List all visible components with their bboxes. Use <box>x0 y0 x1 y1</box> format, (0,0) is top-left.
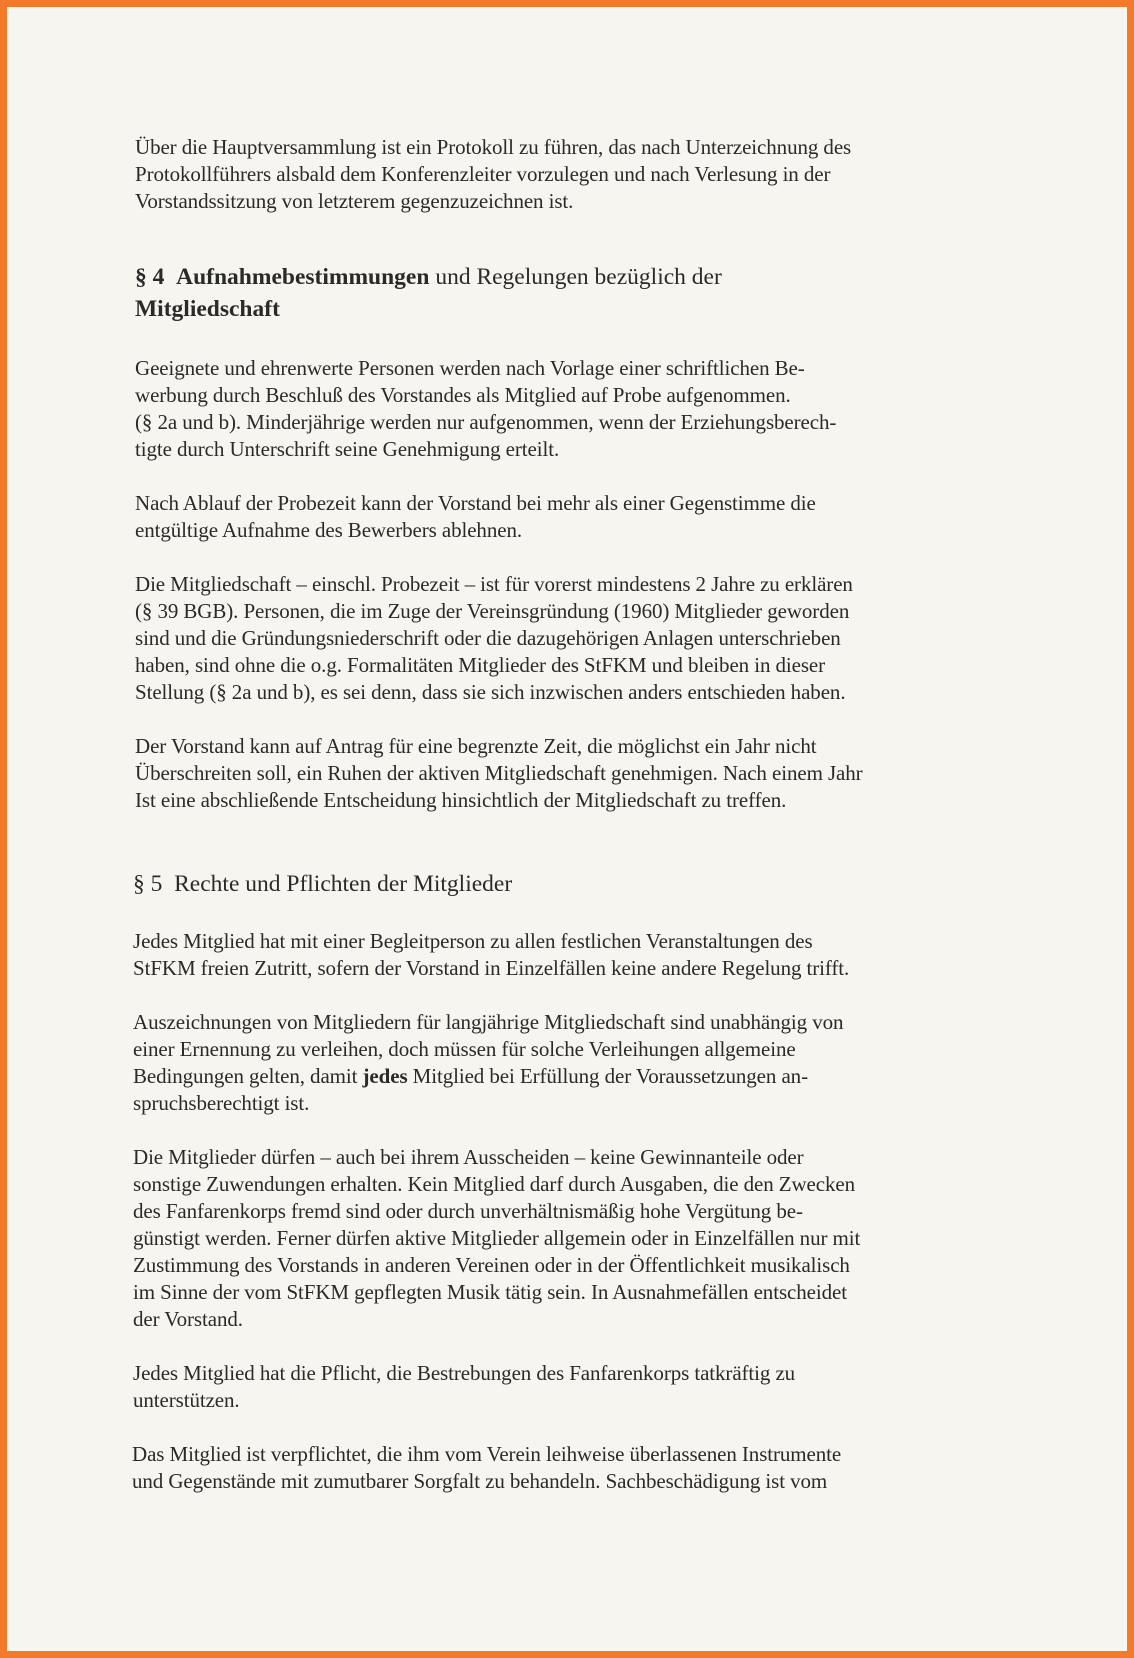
section-4-paragraph: Nach Ablauf der Probezeit kann der Vorstand bei mehr als einer Gegenstimme die entgültige Aufnahme des Bewerbers ablehnen. <box>135 491 816 542</box>
section-4-paragraph: Die Mitgliedschaft – einschl. Probezeit – ist für vorerst mindestens 2 Jahre zu erklären (§ 39 BGB). Personen, die im Zuge der Vereinsgründung (1960) Mitglieder geworden sind und die Gründungsniederschrift oder die dazugehörigen Anlagen unterschrieben haben, sind ohne die o.g. Formalitäten Mitglieder des StFKM und bleiben in dieser Stellung (§ 2a und b), es sei denn, dass sie sich inzwischen anders entschieden haben. <box>135 572 853 704</box>
section-4-title-line2: Mitgliedschaft <box>135 296 280 322</box>
section-5-number: § 5 <box>133 871 163 897</box>
intro-paragraph: Über die Hauptversammlung ist ein Protokoll zu führen, das nach Unterzeichnung des Protokollführers alsbald dem Konferenzleiter vorzulegen und nach Verlesung in der Vorstandssitzung von letzterem gegenzuzeichnen ist. <box>135 135 852 213</box>
section-4-title-bold: Aufnahmebestimmungen <box>176 264 430 290</box>
section-4-paragraph: Der Vorstand kann auf Antrag für eine begrenzte Zeit, die möglichst ein Jahr nicht Überschreiten soll, ein Ruhen der aktiven Mitgliedschaft genehmigen. Nach einem Jahr Ist eine abschließende Entscheidung hinsichtlich der Mitgliedschaft zu treffen. <box>135 734 863 812</box>
section-4-number: § 4 <box>135 264 165 290</box>
section-5-heading <box>133 868 995 900</box>
section-5-paragraph: Jedes Mitglied hat mit einer Begleitperson zu allen festlichen Veranstaltungen des StFKM freien Zutritt, sofern der Vorstand in Einzelfällen keine andere Regelung trifft. <box>133 929 850 980</box>
section-5-p2-text-end: Mitglied bei Erfüllung der Voraussetzungen an- spruchsberechtigt ist. <box>133 1064 808 1115</box>
section-5-paragraph: Die Mitglieder dürfen – auch bei ihrem Ausscheiden – keine Gewinnanteile oder sonstige Zuwendungen erhalten. Kein Mitglied darf durch Ausgaben, die den Zwecken des Fanfarenkorps fremd sind oder durch unverhältnismäßig hohe Vergütung be- günstigt werden. Ferner dürfen aktive Mitglieder allgemein oder in Einzelfällen nur mit Zustimmung des Vorstands in anderen Vereinen oder in der Öffentlichkeit musikalisch im Sinne der vom StFKM gepflegten Musik tätig sein. In Ausnahmefällen entscheidet der Vorstand. <box>133 1145 861 1331</box>
section-5-paragraph <box>133 1009 995 1117</box>
section-4-heading <box>135 261 995 325</box>
section-4-title-rest: und Regelungen bezüglich der <box>435 264 722 290</box>
document-body <box>132 134 995 1495</box>
section-4-paragraph: Geeignete und ehrenwerte Personen werden nach Vorlage einer schriftlichen Be- werbung durch Beschluß des Vorstandes als Mitglied auf Probe aufgenommen. (§ 2a und b). Minderjährige werden nur aufgenommen, wenn der Erziehungsberech- tigte durch Unterschrift seine Genehmigung erteilt. <box>135 356 837 461</box>
section-5-paragraph: Jedes Mitglied hat die Pflicht, die Bestrebungen des Fanfarenkorps tatkräftig zu unterstützen. <box>133 1361 796 1412</box>
section-5-p2-emphasis: jedes <box>362 1064 408 1088</box>
section-5-paragraph: Das Mitglied ist verpflichtet, die ihm vom Verein leihweise überlassenen Instrumente und Gegenstände mit zumutbarer Sorgfalt zu behandeln. Sachbeschädigung ist vom <box>132 1442 842 1493</box>
section-5-title: Rechte und Pflichten der Mitglieder <box>174 871 513 897</box>
section-5-p2-text: Auszeichnungen von Mitgliedern für langjährige Mitgliedschaft sind unabhängig von einer Ernennung zu verleihen, doch müssen für solche Verleihungen allgemeine Bedingungen gelten, damit <box>133 1010 844 1088</box>
